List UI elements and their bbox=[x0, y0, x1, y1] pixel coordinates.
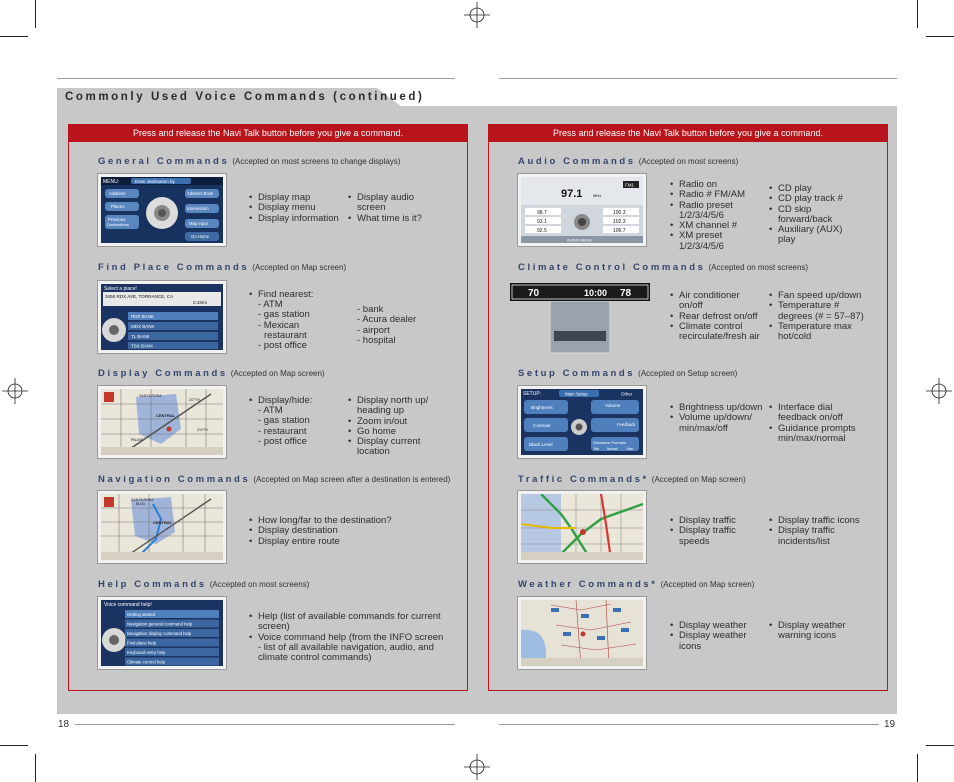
svg-text:Main Setup: Main Setup bbox=[565, 391, 588, 397]
svg-text:SANTA ROSA: SANTA ROSA bbox=[139, 394, 162, 398]
list-item: • Rear defrost on/off bbox=[670, 312, 762, 322]
audio-screenshot bbox=[518, 174, 646, 246]
list-item: • Display traffic bbox=[670, 516, 764, 526]
list-item: • Display weather warning icons bbox=[769, 621, 869, 642]
list-item: • Display weather bbox=[670, 621, 764, 631]
find-place-screenshot bbox=[98, 281, 226, 353]
svg-text:Intersection: Intersection bbox=[187, 206, 209, 211]
list-item: • How long/far to the destination? bbox=[249, 516, 449, 526]
page-number-left: 18 bbox=[58, 719, 70, 730]
registration-mark bbox=[2, 378, 28, 404]
audio-frequency: 97.1 bbox=[561, 188, 583, 200]
find-place-col2-sub bbox=[357, 305, 447, 346]
list-item: • Radio preset 1/2/3/4/5/6 bbox=[670, 201, 766, 222]
svg-text:BLVD: BLVD bbox=[136, 502, 146, 506]
list-item: - ATM bbox=[258, 299, 283, 310]
list-item: • Volume up/down/ min/max/off bbox=[670, 413, 766, 434]
list-item: • Fan speed up/down bbox=[769, 291, 871, 301]
find-place-col1-sub bbox=[258, 300, 338, 351]
svg-text:Navigation general command hel: Navigation general command help bbox=[127, 621, 193, 627]
section-title-help: Help Commands (Accepted on most screens) bbox=[98, 579, 310, 590]
list-item: • Display/hide: bbox=[249, 396, 349, 406]
svg-text:AUDIO MENU: AUDIO MENU bbox=[567, 237, 593, 243]
svg-text:0.33mi: 0.33mi bbox=[193, 300, 207, 305]
screen-header: Enter destination by bbox=[135, 179, 175, 184]
navigation-map-screenshot bbox=[98, 491, 226, 563]
svg-text:RDX BANK: RDX BANK bbox=[131, 314, 155, 319]
svg-text:Navigation display command hel: Navigation display command help bbox=[127, 631, 192, 636]
svg-text:PALMS: PALMS bbox=[131, 438, 143, 442]
setup-screenshot bbox=[518, 386, 646, 458]
audio-col1 bbox=[670, 180, 766, 252]
svg-text:TL BANK: TL BANK bbox=[131, 334, 150, 339]
section-title-general: General Commands (Accepted on most screens to change displays) bbox=[98, 156, 401, 167]
registration-mark bbox=[464, 754, 490, 780]
crop-mark bbox=[926, 745, 954, 746]
svg-text:Other: Other bbox=[621, 391, 633, 397]
top-rule-left bbox=[57, 78, 455, 79]
list-item: • Auxiliary (AUX) play bbox=[769, 225, 861, 246]
general-menu-screenshot bbox=[98, 174, 226, 246]
list-item: • Brightness up/down bbox=[670, 403, 766, 413]
registration-mark bbox=[464, 2, 490, 28]
page-title: Commonly Used Voice Commands (continued) bbox=[65, 91, 425, 103]
svg-text:Min: Min bbox=[594, 447, 600, 451]
svg-text:Guidance Prompts: Guidance Prompts bbox=[593, 440, 627, 445]
section-title-setup: Setup Commands (Accepted on Setup screen) bbox=[518, 368, 738, 379]
list-item: • Temperature # degrees (# = 57–87) bbox=[769, 301, 871, 322]
weather-col2 bbox=[769, 621, 869, 642]
list-item: • CD skip forward/back bbox=[769, 205, 861, 226]
list-item: - gas station bbox=[258, 415, 310, 427]
crop-mark bbox=[35, 0, 36, 28]
list-item: • Guidance prompts min/max/normal bbox=[769, 424, 873, 445]
svg-text:Normal: Normal bbox=[607, 447, 618, 451]
list-item: • Find nearest: bbox=[249, 290, 349, 300]
svg-text:Address Book: Address Book bbox=[187, 191, 214, 196]
list-item: • Voice command help (from the INFO screen - list of all available navigation, audio, and climate control commands) bbox=[249, 633, 449, 664]
list-item: • Display map bbox=[249, 193, 349, 203]
climate-col2 bbox=[769, 291, 871, 342]
list-item: - gas station bbox=[258, 309, 310, 321]
svg-text:SETUP:: SETUP: bbox=[523, 391, 542, 397]
list-item: • Display menu bbox=[249, 203, 349, 213]
list-item: • Display current location bbox=[348, 437, 440, 458]
svg-text:102.3: 102.3 bbox=[613, 219, 626, 225]
setup-col1 bbox=[670, 403, 766, 434]
svg-text:Feedback: Feedback bbox=[617, 422, 636, 427]
list-item: • Go home bbox=[348, 427, 440, 437]
weather-col1 bbox=[670, 621, 764, 652]
list-item: • XM preset 1/2/3/4/5/6 bbox=[670, 231, 766, 252]
svg-text:Getting started: Getting started bbox=[127, 612, 156, 617]
svg-text:Voice command help!: Voice command help! bbox=[104, 602, 152, 608]
list-item: • CD play bbox=[769, 184, 861, 194]
svg-text:Volume: Volume bbox=[605, 403, 621, 408]
list-item: • Display destination bbox=[249, 526, 449, 536]
audio-col2 bbox=[769, 184, 861, 246]
crop-mark bbox=[926, 36, 954, 37]
section-title-traffic: Traffic Commands* (Accepted on Map screen) bbox=[518, 474, 746, 485]
display-col1-sub bbox=[258, 406, 338, 447]
list-item: - airport bbox=[357, 324, 390, 336]
list-item: • Display information bbox=[249, 214, 349, 224]
help-screenshot bbox=[98, 597, 226, 669]
svg-text:Previous: Previous bbox=[108, 217, 126, 222]
climate-time: 10:00 bbox=[584, 288, 608, 298]
svg-text:93.1: 93.1 bbox=[537, 219, 547, 225]
svg-text:SANTA ROSA: SANTA ROSA bbox=[131, 498, 154, 502]
svg-text:207TH: 207TH bbox=[189, 398, 200, 402]
svg-text:CENTRAL: CENTRAL bbox=[153, 520, 173, 525]
panel-header-left: Press and release the Navi Talk button before you give a command. bbox=[69, 125, 467, 142]
crop-mark bbox=[0, 745, 28, 746]
list-item: - post office bbox=[258, 340, 307, 352]
setup-col2 bbox=[769, 403, 873, 444]
section-title-find-place: Find Place Commands (Accepted on Map screen) bbox=[98, 262, 347, 273]
general-commands-col1 bbox=[249, 193, 349, 224]
svg-text:106.7: 106.7 bbox=[613, 228, 626, 234]
svg-text:Places: Places bbox=[111, 204, 125, 209]
svg-text:Find place help: Find place help bbox=[127, 640, 157, 646]
climate-temp-left: 70 bbox=[528, 288, 540, 299]
list-item: • Climate control recirculate/fresh air bbox=[670, 322, 762, 343]
display-map-screenshot bbox=[98, 386, 226, 458]
climate-col1 bbox=[670, 291, 762, 342]
navigation-col1 bbox=[249, 516, 449, 547]
list-item: • Interface dial feedback on/off bbox=[769, 403, 873, 424]
bottom-rule-right bbox=[499, 724, 879, 725]
svg-text:212TH: 212TH bbox=[197, 428, 208, 432]
bottom-rule-left bbox=[75, 724, 455, 725]
list-item: • Radio on bbox=[670, 180, 766, 190]
crop-mark bbox=[0, 36, 28, 37]
crop-mark bbox=[917, 754, 918, 782]
svg-text:100.3: 100.3 bbox=[613, 210, 626, 216]
list-item: • Display traffic icons bbox=[769, 516, 875, 526]
svg-text:Keyboard entry help: Keyboard entry help bbox=[127, 650, 166, 655]
svg-text:Contrast: Contrast bbox=[533, 423, 551, 428]
list-item: • What time is it? bbox=[348, 214, 443, 224]
help-col1 bbox=[249, 612, 449, 663]
top-rule-right bbox=[499, 78, 897, 79]
svg-text:Address: Address bbox=[109, 191, 126, 196]
svg-text:Max: Max bbox=[627, 447, 634, 451]
svg-text:3456 RDX AVE, TORRANCE, CA: 3456 RDX AVE, TORRANCE, CA bbox=[105, 294, 174, 299]
panel-header-right: Press and release the Navi Talk button before you give a command. bbox=[489, 125, 887, 142]
traffic-col2 bbox=[769, 516, 875, 547]
section-title-weather: Weather Commands* (Accepted on Map screen) bbox=[518, 579, 755, 590]
section-title-navigation: Navigation Commands (Accepted on Map screen after a destination is entered) bbox=[98, 474, 451, 485]
section-title-climate: Climate Control Commands (Accepted on most screens) bbox=[518, 262, 809, 273]
list-item: - bank bbox=[357, 304, 384, 315]
list-item: • Display traffic incidents/list bbox=[769, 526, 875, 547]
svg-text:CENTRAL: CENTRAL bbox=[156, 413, 176, 418]
list-item: • Display audio screen bbox=[348, 193, 443, 214]
svg-text:MDX BANK: MDX BANK bbox=[131, 324, 155, 329]
svg-text:Brightness: Brightness bbox=[531, 405, 553, 410]
svg-text:Black Level: Black Level bbox=[529, 442, 553, 447]
list-item: - ATM bbox=[258, 405, 283, 416]
section-title-display: Display Commands (Accepted on Map screen) bbox=[98, 368, 325, 379]
list-item: • Help (list of available commands for current screen) bbox=[249, 612, 449, 633]
list-item: • Display entire route bbox=[249, 537, 449, 547]
climate-temp-right: 78 bbox=[620, 288, 632, 299]
list-item: • XM channel # bbox=[670, 221, 766, 231]
list-item: • Display weather icons bbox=[670, 631, 764, 652]
screen-menu-label: MENU: bbox=[103, 179, 120, 185]
list-item: - Acura dealer bbox=[357, 314, 417, 326]
list-item: - hospital bbox=[357, 334, 396, 346]
list-item: • Display traffic speeds bbox=[670, 526, 764, 547]
general-commands-col2 bbox=[348, 193, 443, 224]
svg-text:98.7: 98.7 bbox=[537, 210, 547, 216]
climate-screenshot bbox=[510, 283, 650, 355]
traffic-map-screenshot bbox=[518, 491, 646, 563]
svg-text:FM1: FM1 bbox=[625, 182, 634, 188]
svg-text:MHz: MHz bbox=[593, 193, 602, 198]
svg-text:Climate control help: Climate control help bbox=[127, 659, 165, 665]
registration-mark bbox=[926, 378, 952, 404]
list-item: • Air conditioner on/off bbox=[670, 291, 762, 312]
svg-text:Destinations: Destinations bbox=[107, 222, 130, 227]
display-col2 bbox=[348, 396, 440, 458]
traffic-col1 bbox=[670, 516, 764, 547]
svg-text:TSX BANK: TSX BANK bbox=[131, 343, 154, 349]
svg-text:Go Home: Go Home bbox=[191, 234, 209, 239]
svg-text:Select a place!: Select a place! bbox=[104, 286, 137, 292]
weather-map-screenshot bbox=[518, 597, 646, 669]
list-item: • Display north up/ heading up bbox=[348, 396, 440, 417]
list-item: - Mexican restaurant bbox=[258, 319, 307, 341]
list-item: • CD play track # bbox=[769, 194, 861, 204]
list-item: - restaurant bbox=[258, 425, 307, 437]
crop-mark bbox=[35, 754, 36, 782]
list-item: • Zoom in/out bbox=[348, 417, 440, 427]
section-title-audio: Audio Commands (Accepted on most screens) bbox=[518, 156, 739, 167]
list-item: - post office bbox=[258, 435, 307, 447]
list-item: • Temperature max hot/cold bbox=[769, 322, 871, 343]
svg-text:Map Input: Map Input bbox=[189, 221, 208, 226]
svg-text:92.5: 92.5 bbox=[537, 228, 547, 234]
page-number-right: 19 bbox=[884, 719, 896, 730]
list-item: • Radio # FM/AM bbox=[670, 190, 766, 200]
crop-mark bbox=[917, 0, 918, 28]
